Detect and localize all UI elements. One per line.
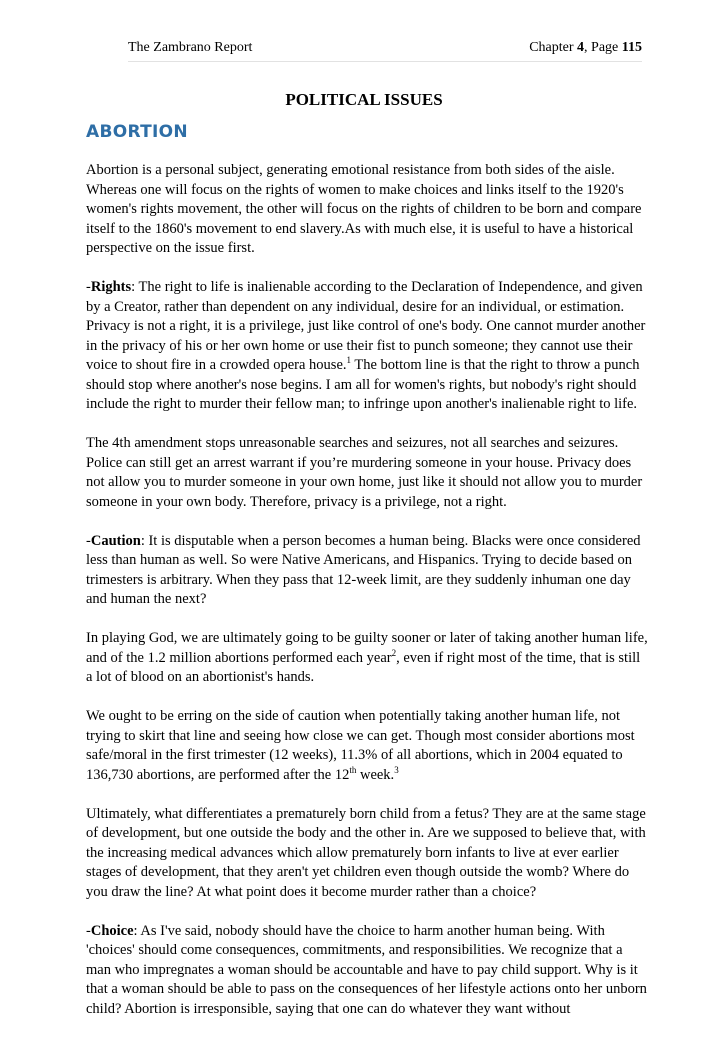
choice-text: : As I've said, nobody should have the choice to harm another human being. With 'choices' should come consequences, commitments, and responsibilities. We recognize that a man who impregnates a woman should be accountable and have to pay child support. Why is it that a woman should be able to pass on the consequences of her lifestyle actions onto her unborn child? Abortion is irresponsible, saying that one can do whatever they want without [86, 922, 647, 1017]
err-text-a: We ought to be erring on the side of caution when potentially taking another human life, not trying to skirt that line and seeing how close we can get. Though most consider abortions most safe/moral in the first trimester (12 weeks), 11.3% of all abortions, which in 2004 equated to 136,730 abortions, are performed after the 12 [86, 708, 635, 783]
header-divider [128, 61, 642, 62]
footnote-ref-3[interactable]: 3 [394, 764, 399, 775]
paragraph-rights [86, 278, 648, 415]
rights-dash: - [86, 279, 91, 295]
caution-label: Caution [90, 532, 141, 549]
rights-label: Rights [90, 279, 132, 295]
report-title: The Zambrano Report [128, 40, 253, 55]
caution-text: : It is disputable when a person becomes a human being. Blacks were once considered less than human as well. So were Native Americans, and Hispanics. Trying to decide based on trimesters is arbitrary. When they pass that 12-week limit, are they suddenly inhuman one day and human the next? [86, 532, 641, 607]
paragraph-playing-god [86, 629, 648, 688]
choice-dash: - [86, 922, 91, 939]
paragraph-choice [86, 922, 648, 1020]
paragraph-ultimately: Ultimately, what differentiates a prematurely born child from a fetus? They are at the same stage of development, but one outside the body and the other in. Are we supposed to believe that, with the increasing medical advances which allow prematurely born infants to live at ever earlier stages of development, that they aren't yet children even though outside the womb? Where do you draw the line? At what point does it become murder rather than a choice? [86, 805, 646, 900]
chapter-page-label [529, 40, 642, 56]
page-title [0, 90, 728, 110]
paragraph-caution [86, 532, 648, 610]
footnote-ref-1[interactable]: 1 [346, 355, 352, 365]
god-text-b: , even if right most of the time, that is still a lot of blood on an abortionist's hands. [86, 649, 641, 685]
caution-dash: - [86, 532, 91, 549]
paragraph-erring [86, 707, 648, 785]
err-text-b: week. [356, 766, 395, 783]
chapter-number: 4 [577, 40, 585, 55]
paragraph-fourth-amendment: The 4th amendment stops unreasonable searches and seizures, not all searches and seizures. Police can still get an arrest warrant if you’re murdering someone in your house. Privacy does not allow you to murder someone in your own home, just like it should not allow you to murder someone in your own body. Therefore, privacy is a privilege, not a right. [86, 435, 643, 510]
section-heading: ABORTION [86, 122, 188, 142]
chapter-label: Chapter [529, 40, 578, 55]
page-header [128, 40, 642, 58]
choice-label: Choice [90, 922, 134, 939]
ordinal-suffix: th [349, 764, 357, 775]
page-label: , Page [584, 40, 622, 55]
paragraph-intro: Abortion is a personal subject, generating emotional resistance from both sides of the aisle. Whereas one will focus on the rights of women to make choices and links itself to the 1920's women's rights movement, the other will focus on the rights of children to be born and compare itself to the 1860's movement to end slavery.As with much else, it is useful to have a historical perspective on the issue first. [86, 162, 642, 256]
rights-text-b: The bottom line is that the right to throw a punch should stop where another's nose begins. I am all for women's rights, but nobody's right should include the right to murder their fellow man; to infringe upon another's inalienable right to life. [86, 357, 640, 412]
body-text [86, 161, 648, 1039]
footnote-ref-2[interactable]: 2 [391, 647, 397, 658]
page-number: 115 [621, 40, 642, 55]
rights-text-a: : The right to life is inalienable according to the Declaration of Independence, and given by a Creator, rather than dependent on any individual, desire for an individual, or estimation. Privacy is not a right, it is a privilege, just like control of one's body. One cannot murder another in the privacy of his or her own home or use their fist to punch someone; they cannot use their voice to shout fire in a crowded opera house. [86, 279, 646, 373]
god-text-a: In playing God, we are ultimately going to be guilty sooner or later of taking another human life, and of the 1.2 million abortions performed each year [86, 630, 648, 666]
page-title-text: POLITICAL ISSUES [285, 90, 443, 109]
